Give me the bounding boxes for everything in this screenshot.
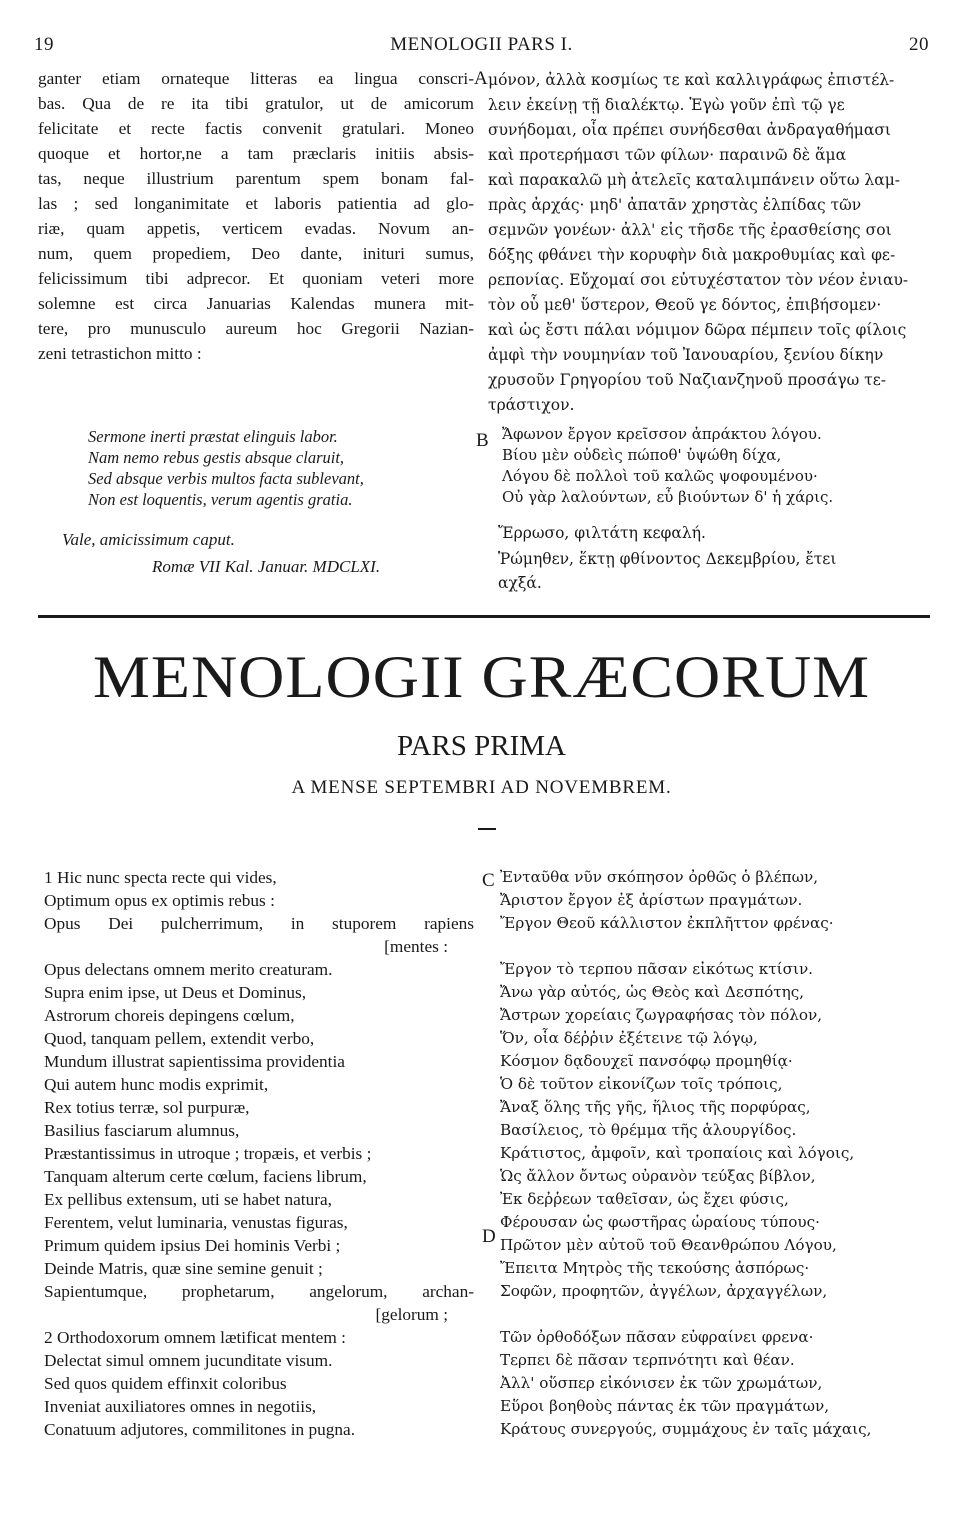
hymn-line: Supra enim ipse, ut Deus et Dominus,: [44, 983, 307, 1002]
section-dash: [478, 828, 496, 830]
hymn-line: Πρῶτον μὲν αὐτοῦ τοῦ Θεανθρώπου Λόγου,: [500, 1236, 837, 1254]
hymn-line: Ἄστρων χορείαις ζωγραφήσας τὸν πόλον,: [500, 1006, 823, 1024]
poem-line: Οὐ γὰρ λαλούντων, εὖ βιούντων δ' ἡ χάρις.: [502, 488, 834, 506]
latin-line: zeni tetrastichon mitto :: [38, 344, 202, 363]
hymn-line: Κόσμον δᾳδουχεῖ πανσόφῳ προμηθίᾳ·: [500, 1052, 793, 1070]
hymn-line: Sapientumque, prophetarum, angelorum, archan-: [44, 1282, 474, 1301]
poem-latin: [88, 426, 468, 510]
latin-line: solemne est circa Januarias Kalendas munera mit-: [38, 294, 474, 313]
greek-line: λειν ἐκείνῃ τῇ διαλέκτῳ. Ἐγὼ γοῦν ἐπὶ τῷ γε: [488, 96, 845, 114]
running-title: MENOLOGII PARS I.: [390, 34, 573, 55]
page-number-right: 20: [909, 34, 929, 55]
hymn-line: Rex totius terræ, sol purpuræ,: [44, 1098, 250, 1117]
hymn-line: Primum quidem ipsius Dei hominis Verbi ;: [44, 1236, 341, 1255]
latin-line: bas. Qua de re ita tibi gratulor, ut de amicorum: [38, 94, 474, 113]
poem-line: Non est loquentis, verum agentis gratia.: [88, 490, 353, 509]
hymn-greek-column: [500, 866, 940, 1441]
hymn-line: Φέρουσαν ὡς φωστῆρας ὡραίους τύπους·: [500, 1213, 820, 1231]
closing-year-greek: αχξά.: [498, 574, 542, 592]
latin-line: tas, neque illustrium parentum spem bonam fal-: [38, 169, 474, 188]
poem-line: Βίου μὲν οὐδεὶς πώποθ' ὑψώθη δίχα,: [502, 446, 782, 464]
greek-line: πρὰς ἀρχάς· μηδ' ἀπατᾶν χρηστὰς ἐλπίδας τῶν: [488, 196, 862, 214]
hymn-line: Basilius fasciarum alumnus,: [44, 1121, 240, 1140]
closing-vale-latin: Vale, amicissimum caput.: [62, 530, 235, 549]
latin-line: felicissimum tibi adprecor. Et quoniam veteri more: [38, 269, 474, 288]
greek-line: τράστιχον.: [488, 396, 575, 414]
hymn-line: Κράτους συνεργούς, συμμάχους ἐν ταῖς μάχαις,: [500, 1420, 872, 1438]
hymn-line: [500, 1303, 940, 1326]
letter-latin-column: [38, 66, 474, 366]
greek-line: τὸν οὗ μεθ' ὕστερον, Θεοῦ γε δόντος, ἐπιβήσομεν·: [488, 296, 882, 314]
hymn-line: Ἄνω γὰρ αὐτός, ὡς Θεὸς καὶ Δεσπότης,: [500, 983, 805, 1001]
hymn-line: Delectat simul omnem jucunditate visum.: [44, 1351, 333, 1370]
margin-letter-c: C: [482, 870, 495, 891]
hymn-line: Ἔργον τὸ τερπου πᾶσαν εἰκότως κτίσιν.: [500, 960, 814, 978]
hymn-line: Tanquam alterum certe cœlum, faciens librum,: [44, 1167, 367, 1186]
poem-greek: [502, 424, 922, 508]
hymn-line: Ὅν, οἷα δέῤῥιν ἐξέτεινε τῷ λόγῳ,: [500, 1029, 758, 1047]
hymn-line: 1 Hic nunc specta recte qui vides,: [44, 868, 277, 887]
hymn-line: [mentes :: [384, 937, 448, 956]
margin-letter-d: D: [482, 1226, 496, 1247]
hymn-line: Deinde Matris, quæ sine semine genuit ;: [44, 1259, 323, 1278]
latin-line: riæ, quam appetis, verticem evadas. Novum an-: [38, 219, 474, 238]
greek-line: σεμνῶν γονέων· ἀλλ' εἰς τῆσδε τῆς ἐρασθείσης σοι: [488, 221, 892, 239]
hymn-latin-column: [44, 866, 474, 1441]
hymn-line: Βασίλειος, τὸ θρέμμα τῆς ἁλουργίδος.: [500, 1121, 797, 1139]
poem-line: Λόγου δὲ πολλοὶ τοῦ καλῶς ψοφουμένου·: [502, 467, 818, 485]
hymn-line: Ὁ δὲ τοῦτον εἰκονίζων τοῖς τρόποις,: [500, 1075, 783, 1093]
hymn-line: Ex pellibus extensum, uti se habet natura,: [44, 1190, 332, 1209]
section-rule: [38, 615, 930, 618]
latin-line: ganter etiam ornateque litteras ea lingua conscri-: [38, 69, 474, 88]
section-range: A MENSE SEPTEMBRI AD NOVEMBREM.: [291, 777, 672, 798]
hymn-line: Ἔπειτα Μητρὸς τῆς τεκούσης ἀσπόρως·: [500, 1259, 810, 1277]
hymn-line: Inveniat auxiliatores omnes in negotiis,: [44, 1397, 317, 1416]
hymn-line: Ἐκ δεῤῥεων ταθεῖσαν, ὡς ἔχει φύσις,: [500, 1190, 789, 1208]
latin-line: felicitate et recte factis convenit gratulari. Moneo: [38, 119, 474, 138]
hymn-line: [500, 935, 940, 958]
hymn-line: [gelorum ;: [375, 1305, 448, 1324]
hymn-line: Τερπει δὲ πᾶσαν τερπνότητι καὶ θέαν.: [500, 1351, 795, 1369]
hymn-line: 2 Orthodoxorum omnem lætificat mentem :: [44, 1328, 346, 1347]
hymn-line: Mundum illustrat sapientissima providentia: [44, 1052, 345, 1071]
latin-line: quoque et hortor,ne a tam præclaris initiis absis-: [38, 144, 474, 163]
greek-line: καὶ παρακαλῶ μὴ ἀτελεῖς καταλιμπάνειν οὕτω λαμ-: [488, 171, 901, 189]
section-title: MENOLOGII GRÆCORUM: [92, 642, 871, 711]
hymn-line: Ἔργον Θεοῦ κάλλιστον ἐκπλῆττον φρένας·: [500, 914, 834, 932]
greek-line: ρεπονίας. Εὔχομαί σοι εὐτυχέστατον τὸν νέον ἐνιαυ-: [488, 271, 909, 289]
section-subtitle: PARS PRIMA: [397, 730, 566, 762]
greek-line: ἀμφὶ τὴν νουμηνίαν τοῦ Ἰανουαρίου, ξενίου δίκην: [488, 346, 884, 364]
greek-line: χρυσοῦν Γρηγορίου τοῦ Ναζιανζηνοῦ προσάγω τε-: [488, 371, 887, 389]
margin-letter-a: A: [474, 68, 488, 89]
margin-letter-b: B: [476, 430, 489, 451]
hymn-line: Quod, tanquam pellem, extendit verbo,: [44, 1029, 315, 1048]
greek-line: συνήδομαι, οἷα πρέπει συνήδεσθαι ἀνδραγαθήμασι: [488, 121, 892, 139]
hymn-line: Conatuum adjutores, commilitones in pugna.: [44, 1420, 356, 1439]
poem-line: Ἄφωνον ἔργον κρεῖσσον ἀπράκτου λόγου.: [502, 425, 822, 443]
hymn-line: Ἐνταῦθα νῦν σκόπησον ὀρθῶς ὁ βλέπων,: [500, 868, 819, 886]
hymn-line: Κράτιστος, ἀμφοῖν, καὶ τροπαίοις καὶ λόγοις,: [500, 1144, 855, 1162]
hymn-line: Ἄναξ ὅλης τῆς γῆς, ἥλιος τῆς πορφύρας,: [500, 1098, 811, 1116]
latin-line: tere, pro munusculo aureum hoc Gregorii Nazian-: [38, 319, 474, 338]
closing-date-latin: Romæ VII Kal. Januar. MDCLXI.: [152, 557, 381, 576]
latin-line: las ; sed longanimitate et laboris patientia ad glo-: [38, 194, 474, 213]
hymn-line: Σοφῶν, προφητῶν, ἀγγέλων, ἀρχαγγέλων,: [500, 1282, 828, 1300]
hymn-line: Ferentem, velut luminaria, venustas figuras,: [44, 1213, 348, 1232]
hymn-line: Præstantissimus in utroque ; tropæis, et verbis ;: [44, 1144, 372, 1163]
greek-line: καὶ ὡς ἔστι πάλαι νόμιμον δῶρα πέμπειν τοῖς φίλοις: [488, 321, 907, 339]
greek-line: μόνον, ἀλλὰ κοσμίως τε καὶ καλλιγράφως ἐπιστέλ-: [488, 71, 895, 89]
hymn-line: Sed quos quidem effinxit coloribus: [44, 1374, 287, 1393]
hymn-line: Ὡς ἄλλον ὄντως οὐρανὸν τεύξας βίβλον,: [500, 1167, 816, 1185]
greek-line: καὶ προτερήμασι τῶν φίλων· παραινῶ δὲ ἅμα: [488, 146, 847, 164]
hymn-line: Εὕροι βοηθοὺς πάντας ἐκ τῶν πραγμάτων,: [500, 1397, 830, 1415]
hymn-line: Qui autem hunc modis exprimit,: [44, 1075, 269, 1094]
hymn-line: Ἄριστον ἔργον ἐξ ἀρίστων πραγμάτων.: [500, 891, 803, 909]
greek-line: δόξης φθάνει τὴν κορυφὴν διὰ μακροθυμίας καὶ φε-: [488, 246, 896, 264]
letter-greek-column: [488, 68, 928, 418]
hymn-line: Opus delectans omnem merito creaturam.: [44, 960, 333, 979]
poem-line: Sed absque verbis multos facta sublevant,: [88, 469, 364, 488]
hymn-line: Optimum opus ex optimis rebus :: [44, 891, 275, 910]
hymn-line: Astrorum choreis depingens cœlum,: [44, 1006, 295, 1025]
hymn-line: Ἀλλ' οὕσπερ εἰκόνισεν ἐκ τῶν χρωμάτων,: [500, 1374, 823, 1392]
poem-line: Nam nemo rebus gestis absque claruit,: [88, 448, 345, 467]
closing-date-greek: Ῥώμηθεν, ἕκτῃ φθίνοντος Δεκεμβρίου, ἔτει: [498, 550, 837, 568]
hymn-line: Opus Dei pulcherrimum, in stuporem rapiens: [44, 914, 474, 933]
hymn-line: Τῶν ὀρθοδόξων πᾶσαν εὐφραίνει φρενα·: [500, 1328, 814, 1346]
poem-line: Sermone inerti præstat elinguis labor.: [88, 427, 338, 446]
page-number-left: 19: [34, 34, 54, 55]
closing-vale-greek: Ἔρρωσο, φιλτάτη κεφαλή.: [498, 524, 706, 542]
latin-line: num, quem propediem, Deo dante, inituri sumus,: [38, 244, 474, 263]
